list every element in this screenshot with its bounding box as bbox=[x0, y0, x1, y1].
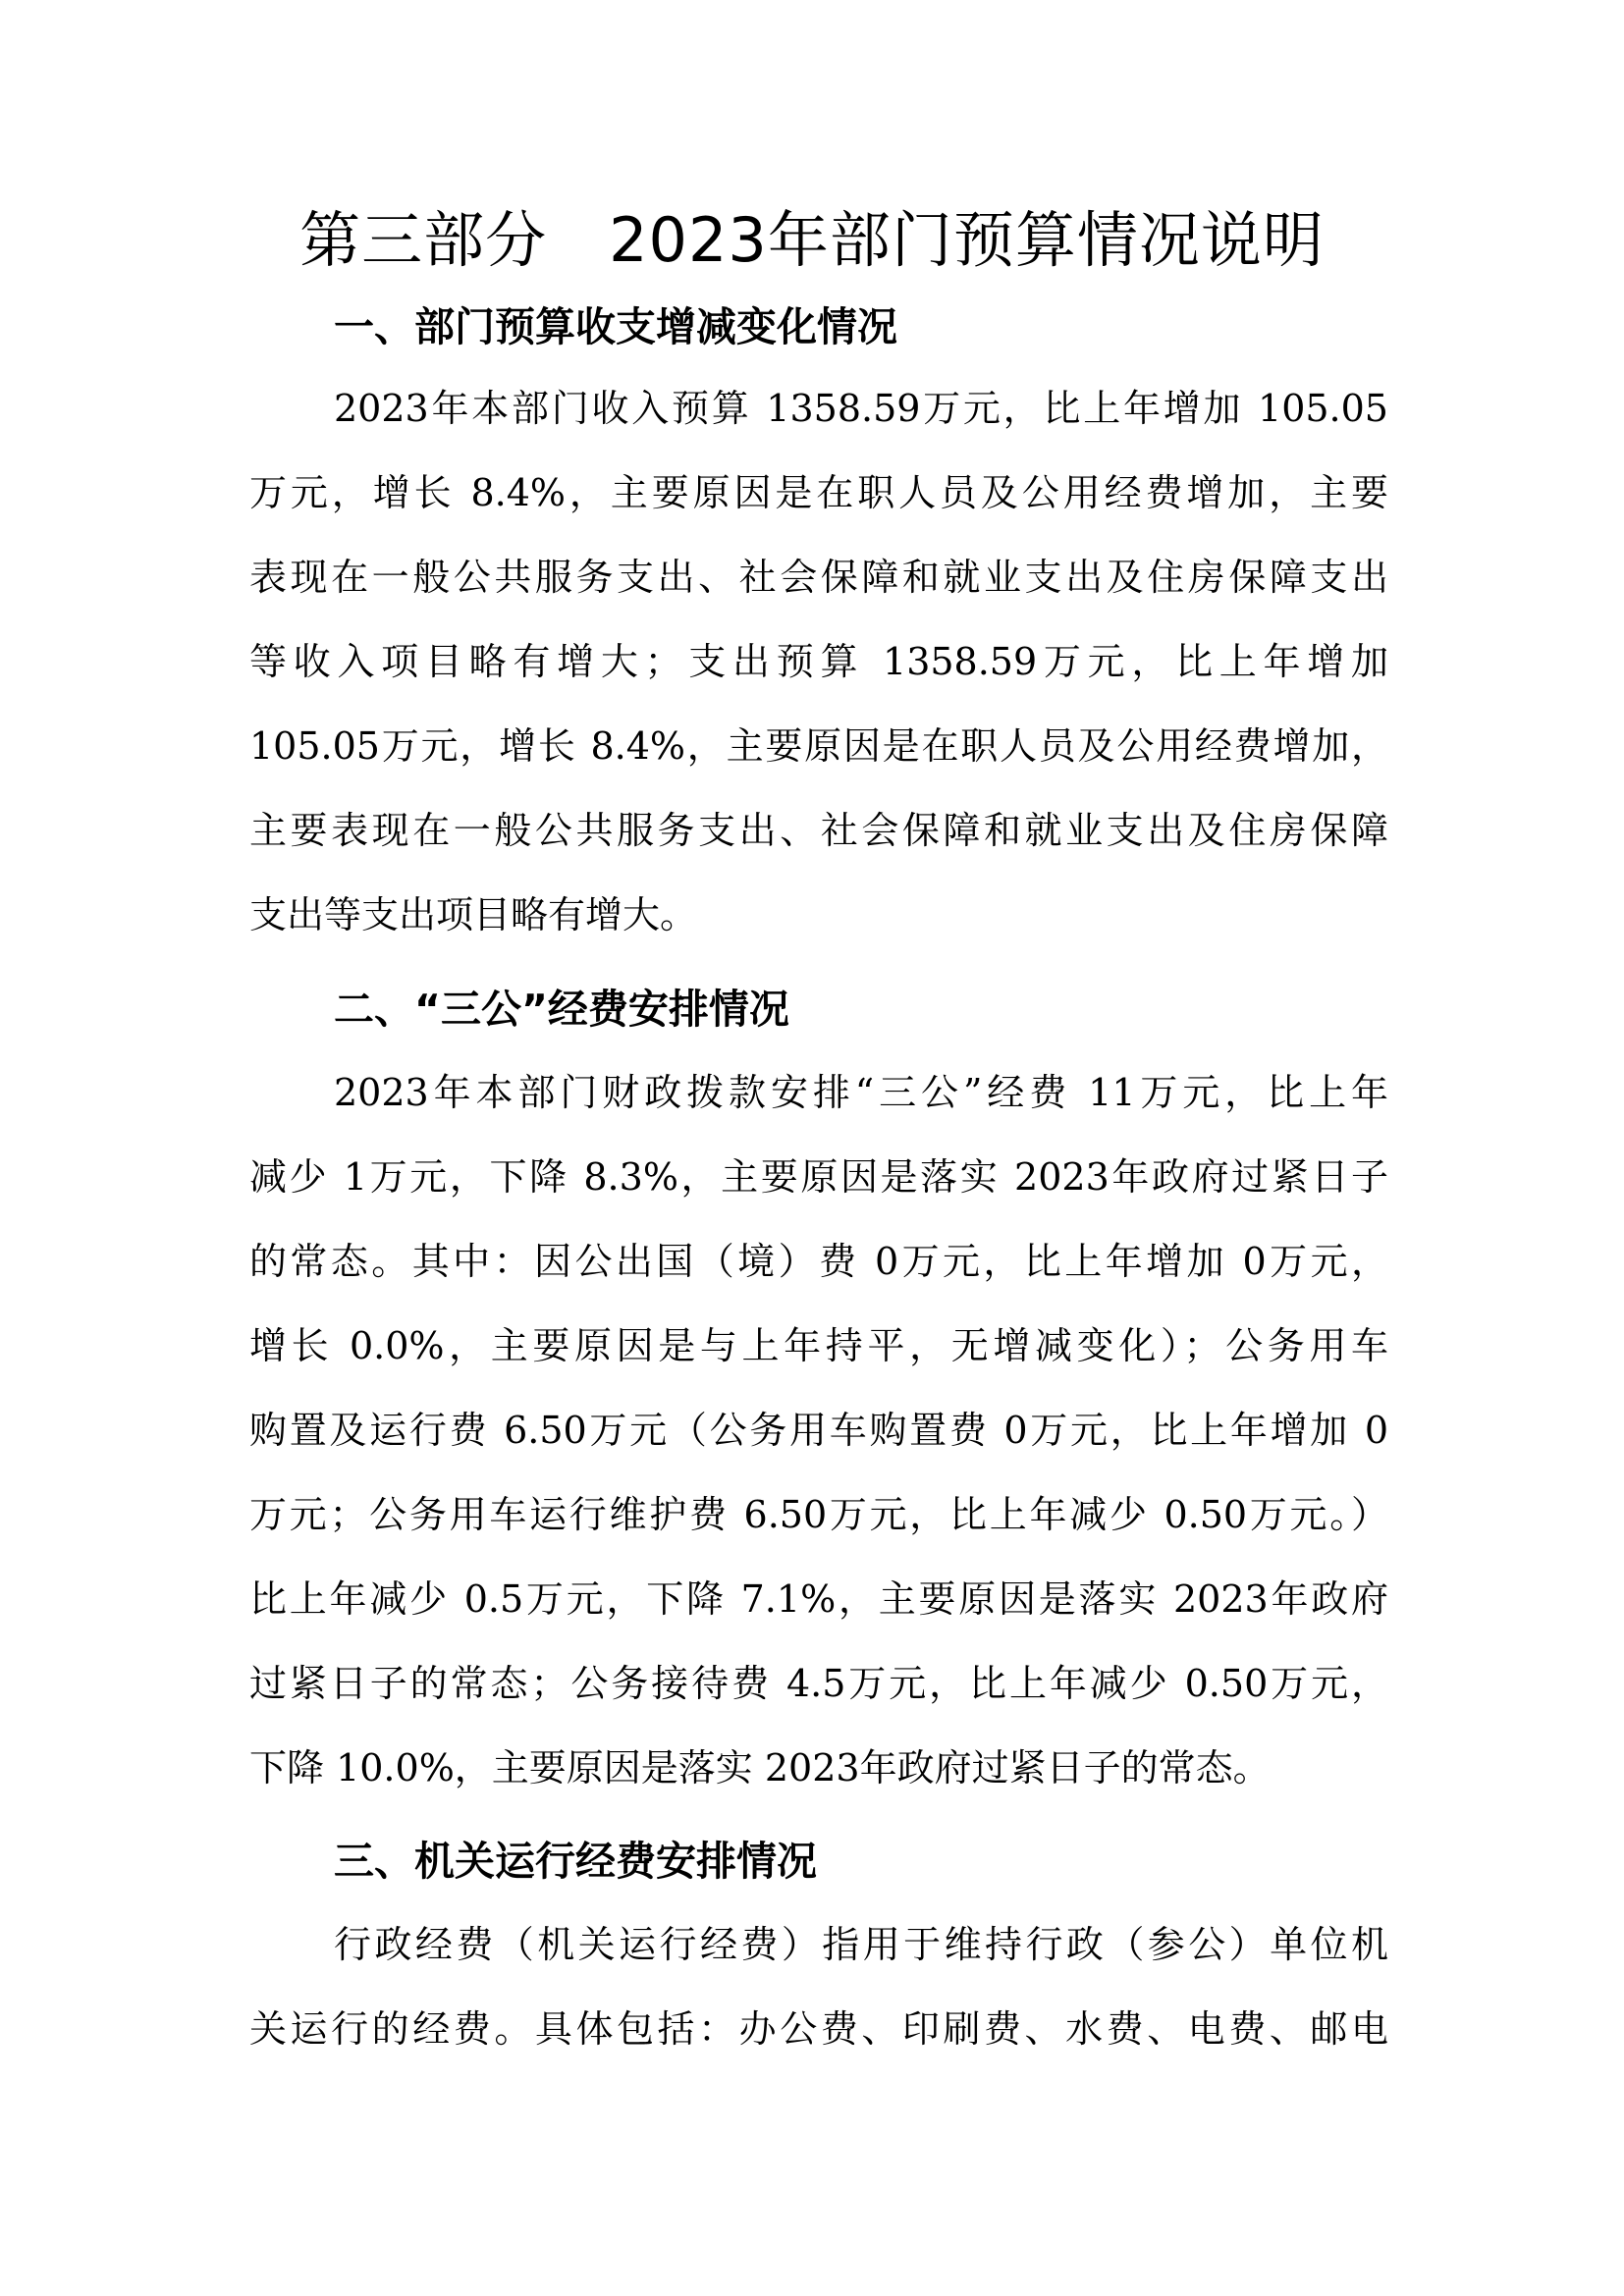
paragraph-line: 表现在一般公共服务支出、社会保障和就业支出及住房保障支出 bbox=[249, 556, 1388, 599]
paragraph-line: 万元，增长 8.4%，主要原因是在职人员及公用经费增加，主要 bbox=[249, 471, 1388, 514]
paragraph-line: 购置及运行费 6.50万元（公务用车购置费 0万元，比上年增加 0 bbox=[249, 1409, 1388, 1452]
paragraph-line: 2023年本部门财政拨款安排“三公”经费 11万元，比上年 bbox=[334, 1071, 1388, 1114]
paragraph-line: 关运行的经费。具体包括：办公费、印刷费、水费、电费、邮电 bbox=[249, 2007, 1388, 2051]
paragraph-line: 行政经费（机关运行经费）指用于维持行政（参公）单位机 bbox=[334, 1923, 1388, 1966]
page-title: 第三部分 2023年部门预算情况说明 bbox=[299, 204, 1325, 276]
paragraph-line: 2023年本部门收入预算 1358.59万元，比上年增加 105.05 bbox=[334, 387, 1388, 430]
paragraph-line: 支出等支出项目略有增大。 bbox=[249, 893, 698, 936]
paragraph-line: 等收入项目略有增大；支出预算 1358.59万元，比上年增加 bbox=[249, 640, 1388, 683]
paragraph-line: 万元；公务用车运行维护费 6.50万元，比上年减少 0.50万元。） bbox=[249, 1493, 1388, 1536]
paragraph-line: 增长 0.0%，主要原因是与上年持平，无增减变化）；公务用车 bbox=[249, 1324, 1388, 1367]
section-heading-3: 三、机关运行经费安排情况 bbox=[334, 1838, 817, 1885]
paragraph-line: 下降 10.0%，主要原因是落实 2023年政府过紧日子的常态。 bbox=[249, 1746, 1271, 1789]
paragraph-line: 的常态。其中：因公出国（境）费 0万元，比上年增加 0万元， bbox=[249, 1240, 1388, 1283]
section-heading-2: 二、“三公”经费安排情况 bbox=[334, 986, 789, 1033]
paragraph-line: 过紧日子的常态；公务接待费 4.5万元，比上年减少 0.50万元， bbox=[249, 1662, 1388, 1705]
paragraph-line: 比上年减少 0.5万元，下降 7.1%，主要原因是落实 2023年政府 bbox=[249, 1577, 1388, 1621]
paragraph-line: 减少 1万元，下降 8.3%，主要原因是落实 2023年政府过紧日子 bbox=[249, 1155, 1388, 1199]
section-heading-1: 一、部门预算收支增减变化情况 bbox=[334, 303, 897, 350]
paragraph-line: 主要表现在一般公共服务支出、社会保障和就业支出及住房保障 bbox=[249, 809, 1388, 852]
paragraph-line: 105.05万元，增长 8.4%，主要原因是在职人员及公用经费增加， bbox=[249, 724, 1388, 768]
